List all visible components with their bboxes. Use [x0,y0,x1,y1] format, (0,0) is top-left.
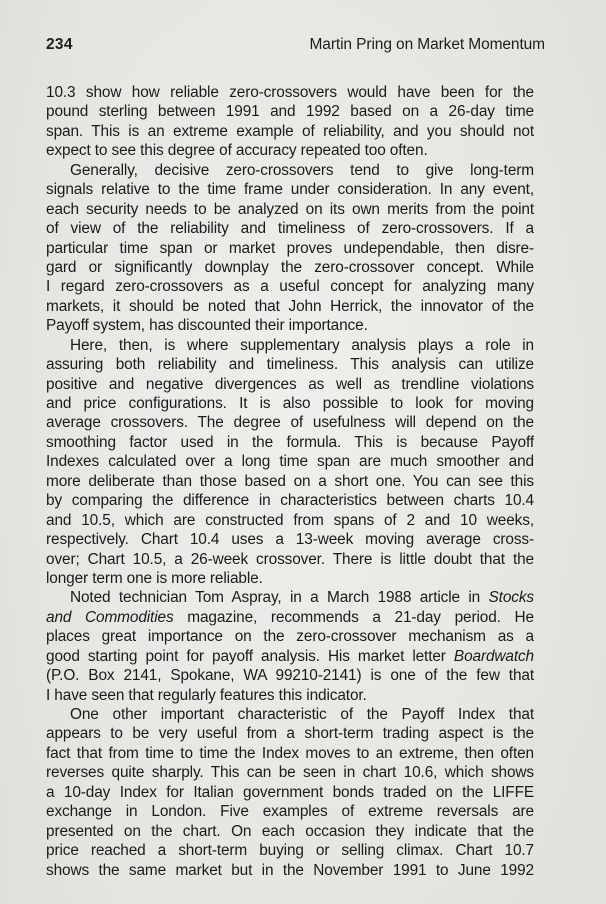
text-segment: places great importance on the zero-crossover mechanism as a [46,628,534,646]
text-segment: (P.O. Box 2141, Spokane, WA 99210-2141) is one of the few that [46,667,534,685]
text-segment: positive and negative divergences as well as trendline violations [46,375,534,393]
page-number: 234 [46,36,73,53]
text-line [46,861,534,880]
running-head [46,37,545,53]
text-segment: 10.3 show how reliable zero-crossovers would have been for the [46,84,534,101]
text-line [46,239,534,258]
text-segment: of view of the reliability and timeliness of zero-crossovers. If a [46,220,534,238]
text-line [46,647,534,666]
text-segment: a 10-day Index for Italian government bonds traded on the LIFFE [46,783,534,801]
running-title: Martin Pring on Market Momentum [309,36,545,53]
text-line [46,413,534,432]
text-segment: Noted technician Tom Aspray, in a March 1988 article in [70,589,489,607]
text-segment: Generally, decisive zero-crossovers tend to give long-term [70,161,534,179]
text-segment: exchange in London. Five examples of extreme reversals are [46,803,534,821]
text-segment: assuring both reliability and timeliness. This analysis can utilize [46,356,534,374]
text-segment: average crossovers. The degree of usefulness will depend on the [46,414,534,432]
text-segment: Indexes calculated over a long time span are much smoother and [46,453,534,471]
italic-text: Boardwatch [453,647,534,665]
text-segment: Here, then, is where supplementary analysis plays a role in [70,336,534,354]
text-line [46,200,534,219]
body-text [46,83,534,880]
text-line [46,122,534,141]
text-line [46,258,534,277]
text-line [46,180,534,199]
text-segment: pound sterling between 1991 and 1992 based on a 26-day time [46,103,534,121]
text-line [46,588,534,607]
text-line [46,102,534,121]
text-line [46,744,534,763]
text-line [46,783,534,802]
text-line [46,277,534,296]
text-line [46,705,534,724]
text-segment: over; Chart 10.5, a 26-week crossover. There is little doubt that the [46,550,534,568]
text-segment: signals relative to the time frame under consideration. In any event, [46,181,534,199]
text-line [46,802,534,821]
text-line [46,491,534,510]
text-segment: respectively. Chart 10.4 uses a 13-week moving average cross- [46,531,534,549]
text-segment: particular time span or market proves undependable, then disre- [46,239,534,257]
text-segment: I regard zero-crossovers as a useful concept for analyzing many [46,278,534,296]
text-line [46,297,534,316]
text-line [46,161,534,180]
text-segment: and 10.5, which are constructed from spans of 2 and 10 weeks, [46,511,534,529]
text-segment: smoothing factor used in the formula. This is because Payoff [46,433,534,451]
text-segment: price reached a short-term buying or selling climax. Chart 10.7 [46,842,534,860]
text-segment: shows the same market but in the November 1991 to June 1992 [46,861,534,879]
text-segment: expect to see this degree of accuracy repeated too often. [46,142,428,160]
text-line [46,608,534,627]
italic-text: Stocks [488,589,534,607]
text-segment: Payoff system, has discounted their importance. [46,317,368,335]
text-line [46,316,534,335]
text-line [46,550,534,569]
text-line [46,511,534,530]
text-line [46,763,534,782]
text-line [46,433,534,452]
text-segment: gard or significantly downplay the zero-crossover concept. While [46,258,534,276]
text-line [46,724,534,743]
text-segment: and price configurations. It is also possible to look for moving [46,395,534,412]
text-line [46,472,534,491]
text-segment: markets, it should be noted that John Herrick, the innovator of the [46,297,534,315]
text-segment: appears to be very useful from a short-term trading aspect is the [46,725,534,743]
text-line [46,219,534,238]
text-segment: fact that from time to time the Index moves to an extreme, then often [46,744,534,762]
text-line [46,83,534,102]
text-line [46,822,534,841]
text-line [46,569,534,588]
text-segment: good starting point for payoff analysis. His market letter [46,647,454,665]
text-segment: by comparing the difference in characteristics between charts 10.4 [46,492,534,510]
text-line [46,841,534,860]
text-line [46,666,534,685]
text-segment: presented on the chart. On each occasion they indicate that the [46,822,534,840]
text-segment: more deliberate than those based on a short one. You can see this [46,472,534,490]
text-segment: One other important characteristic of the Payoff Index that [70,706,534,723]
text-line [46,355,534,374]
text-segment: reverses quite sharply. This can be seen in chart 10.6, which shows [46,764,534,782]
text-line [46,394,534,413]
text-segment: I have seen that regularly features this indicator. [46,686,367,704]
italic-text: and Commodities [46,608,174,626]
text-line [46,627,534,646]
text-segment: each security needs to be analyzed on its own merits from the point [46,200,534,218]
text-line [46,452,534,471]
text-segment: longer term one is more reliable. [46,569,263,587]
text-line [46,375,534,394]
text-segment: span. This is an extreme example of reliability, and you should not [46,122,534,140]
text-line [46,530,534,549]
text-segment: magazine, recommends a 21-day period. He [173,608,534,626]
text-line [46,141,534,160]
text-line [46,686,534,705]
text-line [46,336,534,355]
